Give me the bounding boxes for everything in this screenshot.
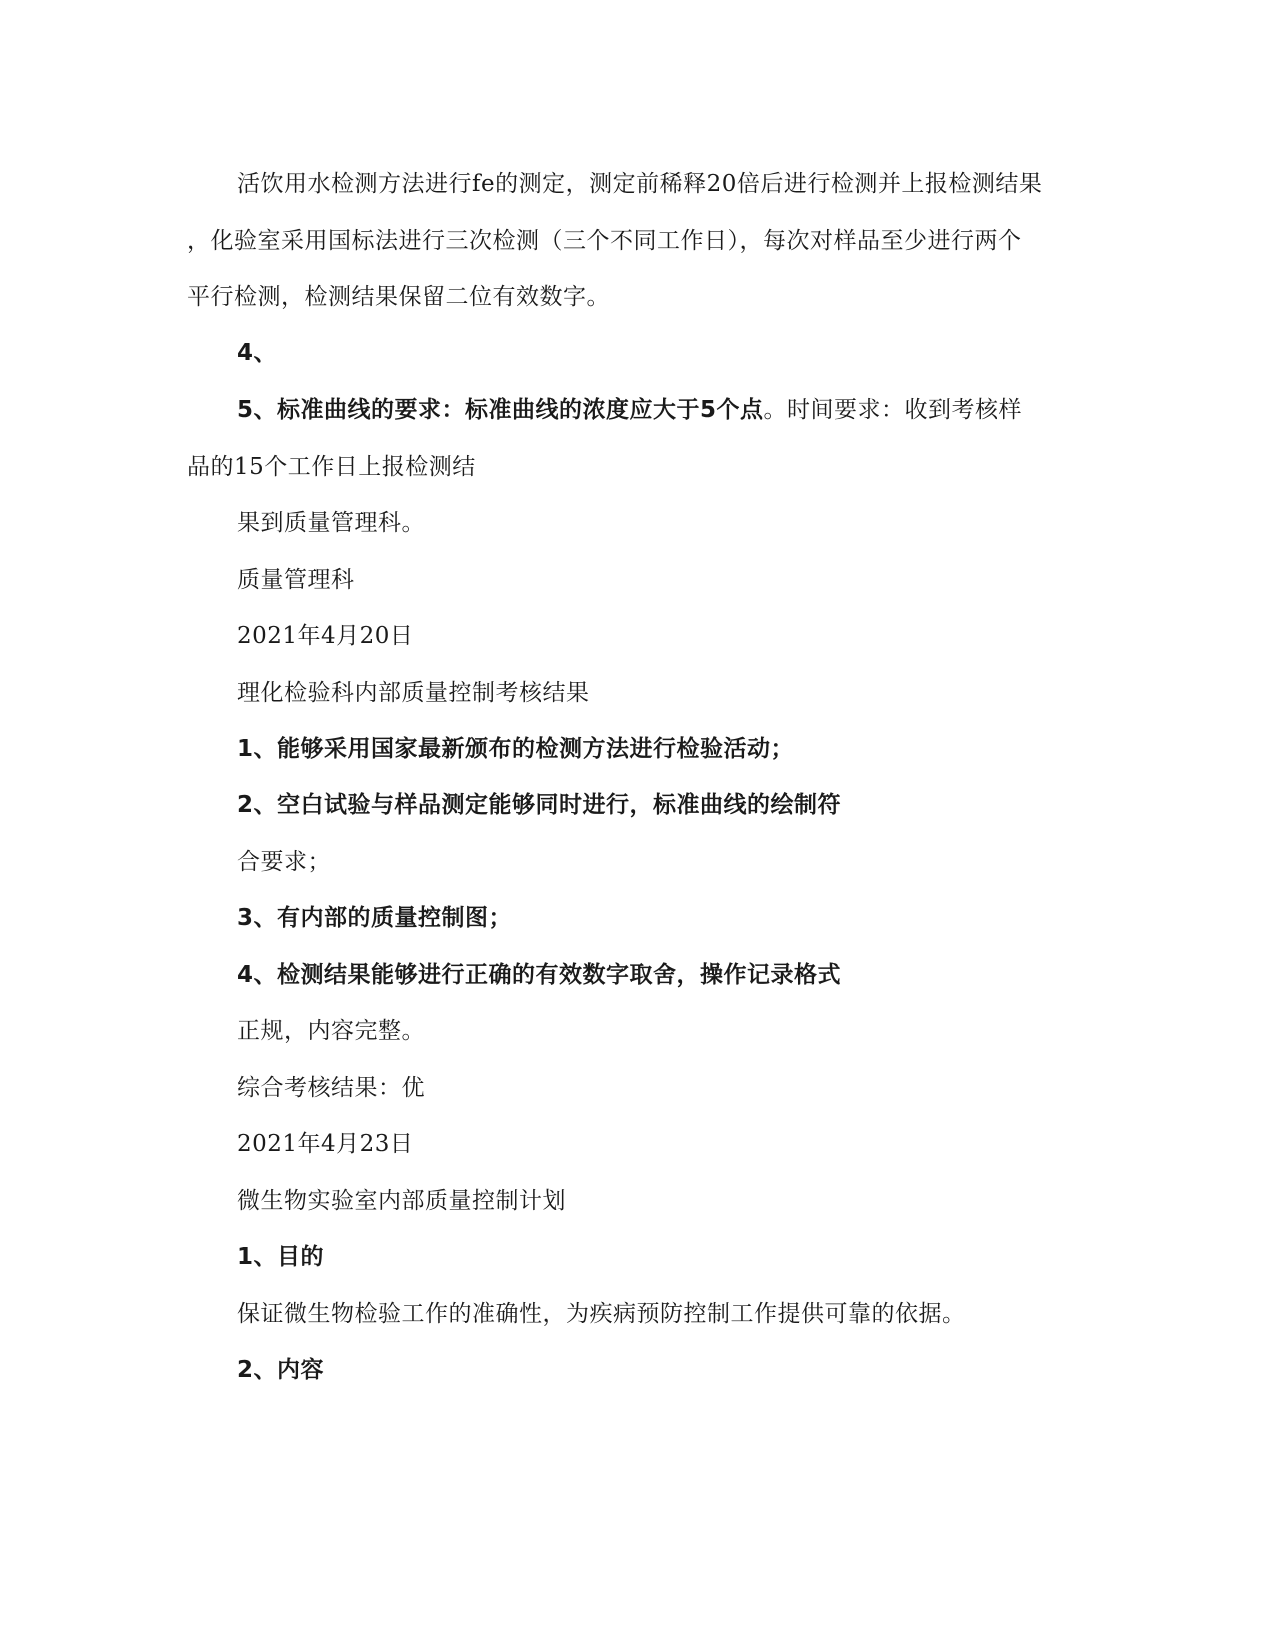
item-4-heading: 4、 (237, 340, 278, 366)
results-item-3: 3、有内部的质量控制图； (237, 905, 513, 931)
signature-department: 质量管理科 (237, 567, 355, 593)
paragraph-1-line-3: 平行检测，检测结果保留二位有效数字。 (187, 284, 610, 310)
results-overall: 综合考核结果：优 (237, 1075, 425, 1101)
signature-date: 2021年4月20日 (237, 623, 414, 649)
results-item-1: 1、能够采用国家最新颁布的检测方法进行检验活动； (237, 736, 795, 762)
item-5-bold-text: 5、标准曲线的要求：标准曲线的浓度应大于5个点 (237, 397, 764, 423)
plan-section-2-heading: 2、内容 (237, 1357, 325, 1383)
results-item-4-line-1: 4、检测结果能够进行正确的有效数字取舍，操作记录格式 (237, 962, 842, 988)
results-item-2-line-1: 2、空白试验与样品测定能够同时进行，标准曲线的绘制符 (237, 792, 842, 818)
item-5-line-1 (237, 395, 1022, 425)
results-item-2-line-2: 合要求； (237, 849, 331, 875)
plan-title: 微生物实验室内部质量控制计划 (237, 1188, 566, 1214)
paragraph-1-line-1: 活饮用水检测方法进行fe的测定，测定前稀释20倍后进行检测并上报检测结果 (237, 171, 1043, 197)
plan-section-1-heading: 1、目的 (237, 1244, 325, 1270)
plan-section-1-text: 保证微生物检验工作的准确性，为疾病预防控制工作提供可靠的依据。 (237, 1301, 966, 1327)
results-title: 理化检验科内部质量控制考核结果 (237, 680, 590, 706)
item-5-normal-text: 。时间要求：收到考核样 (763, 397, 1023, 423)
item-5-line-3: 果到质量管理科。 (237, 510, 425, 536)
results-item-4-line-2: 正规，内容完整。 (237, 1018, 425, 1044)
item-5-line-2: 品的15个工作日上报检测结 (187, 454, 476, 480)
results-date: 2021年4月23日 (237, 1131, 414, 1157)
paragraph-1-line-2: ，化验室采用国标法进行三次检测（三个不同工作日），每次对样品至少进行两个 (187, 228, 1022, 254)
